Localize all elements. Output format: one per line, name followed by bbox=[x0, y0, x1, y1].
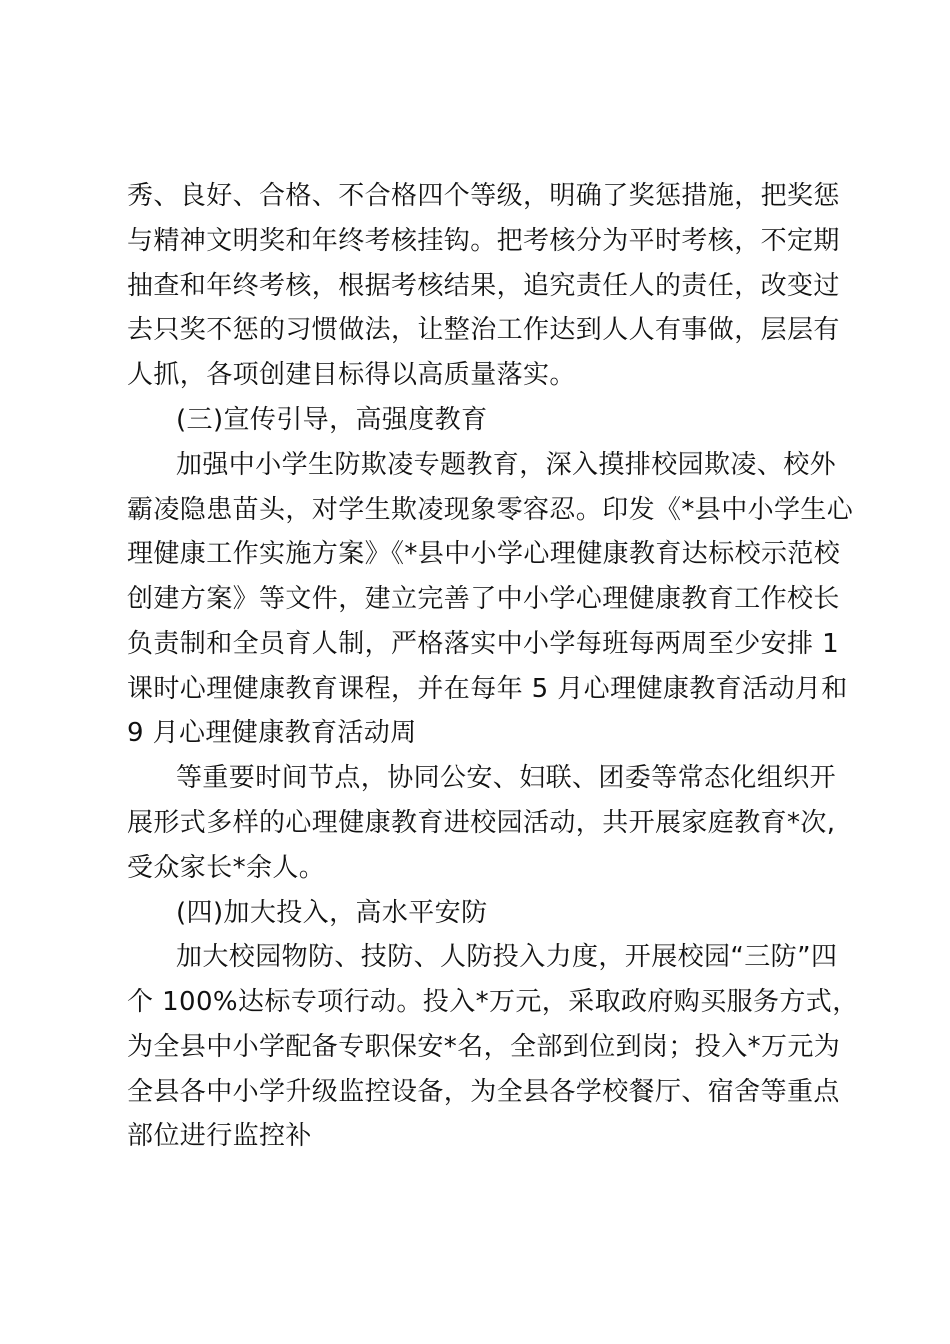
text-line: 9 月心理健康教育活动周 bbox=[127, 718, 417, 748]
text-line: 为全县中小学配备专职保安*名，全部到位到岗；投入*万元为 bbox=[127, 1032, 841, 1062]
text-line: 全县各中小学升级监控设备，为全县各学校餐厅、宿舍等重点 bbox=[127, 1077, 840, 1107]
text-line: 等重要时间节点，协同公安、妇联、团委等常态化组织开 bbox=[176, 763, 837, 793]
text-line: 负责制和全员育人制，严格落实中小学每班每两周至少安排 1 bbox=[127, 629, 840, 659]
text-line: 课时心理健康教育课程，并在每年 5 月心理健康教育活动月和 bbox=[127, 674, 848, 704]
text-line: 部位进行监控补 bbox=[127, 1121, 312, 1151]
section-heading: (三)宣传引导，高强度教育 bbox=[176, 405, 488, 435]
text-line: 秀、良好、合格、不合格四个等级，明确了奖惩措施，把奖惩 bbox=[127, 181, 840, 211]
text-line: 加大校园物防、技防、人防投入力度，开展校园“三防”四 bbox=[176, 942, 838, 972]
text-line: 人抓，各项创建目标得以高质量落实。 bbox=[127, 360, 576, 390]
text-line: 理健康工作实施方案》《*县中小学心理健康教育达标校示范校 bbox=[127, 539, 841, 569]
text-line: 与精神文明奖和年终考核挂钩。把考核分为平时考核，不定期 bbox=[127, 226, 840, 256]
text-line: 加强中小学生防欺凌专题教育，深入摸排校园欺凌、校外 bbox=[176, 450, 837, 480]
text-line: 展形式多样的心理健康教育进校园活动，共开展家庭教育*次, bbox=[127, 808, 836, 838]
text-line: 霸凌隐患苗头，对学生欺凌现象零容忍。印发《*县中小学生心 bbox=[127, 495, 854, 525]
text-line: 抽查和年终考核，根据考核结果，追究责任人的责任，改变过 bbox=[127, 271, 840, 301]
text-line: 创建方案》等文件，建立完善了中小学心理健康教育工作校长 bbox=[127, 584, 840, 614]
text-line: 个 100%达标专项行动。投入*万元，采取政府购买服务方式， bbox=[127, 987, 859, 1017]
text-line: 去只奖不惩的习惯做法，让整治工作达到人人有事做，层层有 bbox=[127, 315, 840, 345]
text-line: 受众家长*余人。 bbox=[127, 853, 326, 883]
section-heading: (四)加大投入，高水平安防 bbox=[176, 898, 488, 928]
